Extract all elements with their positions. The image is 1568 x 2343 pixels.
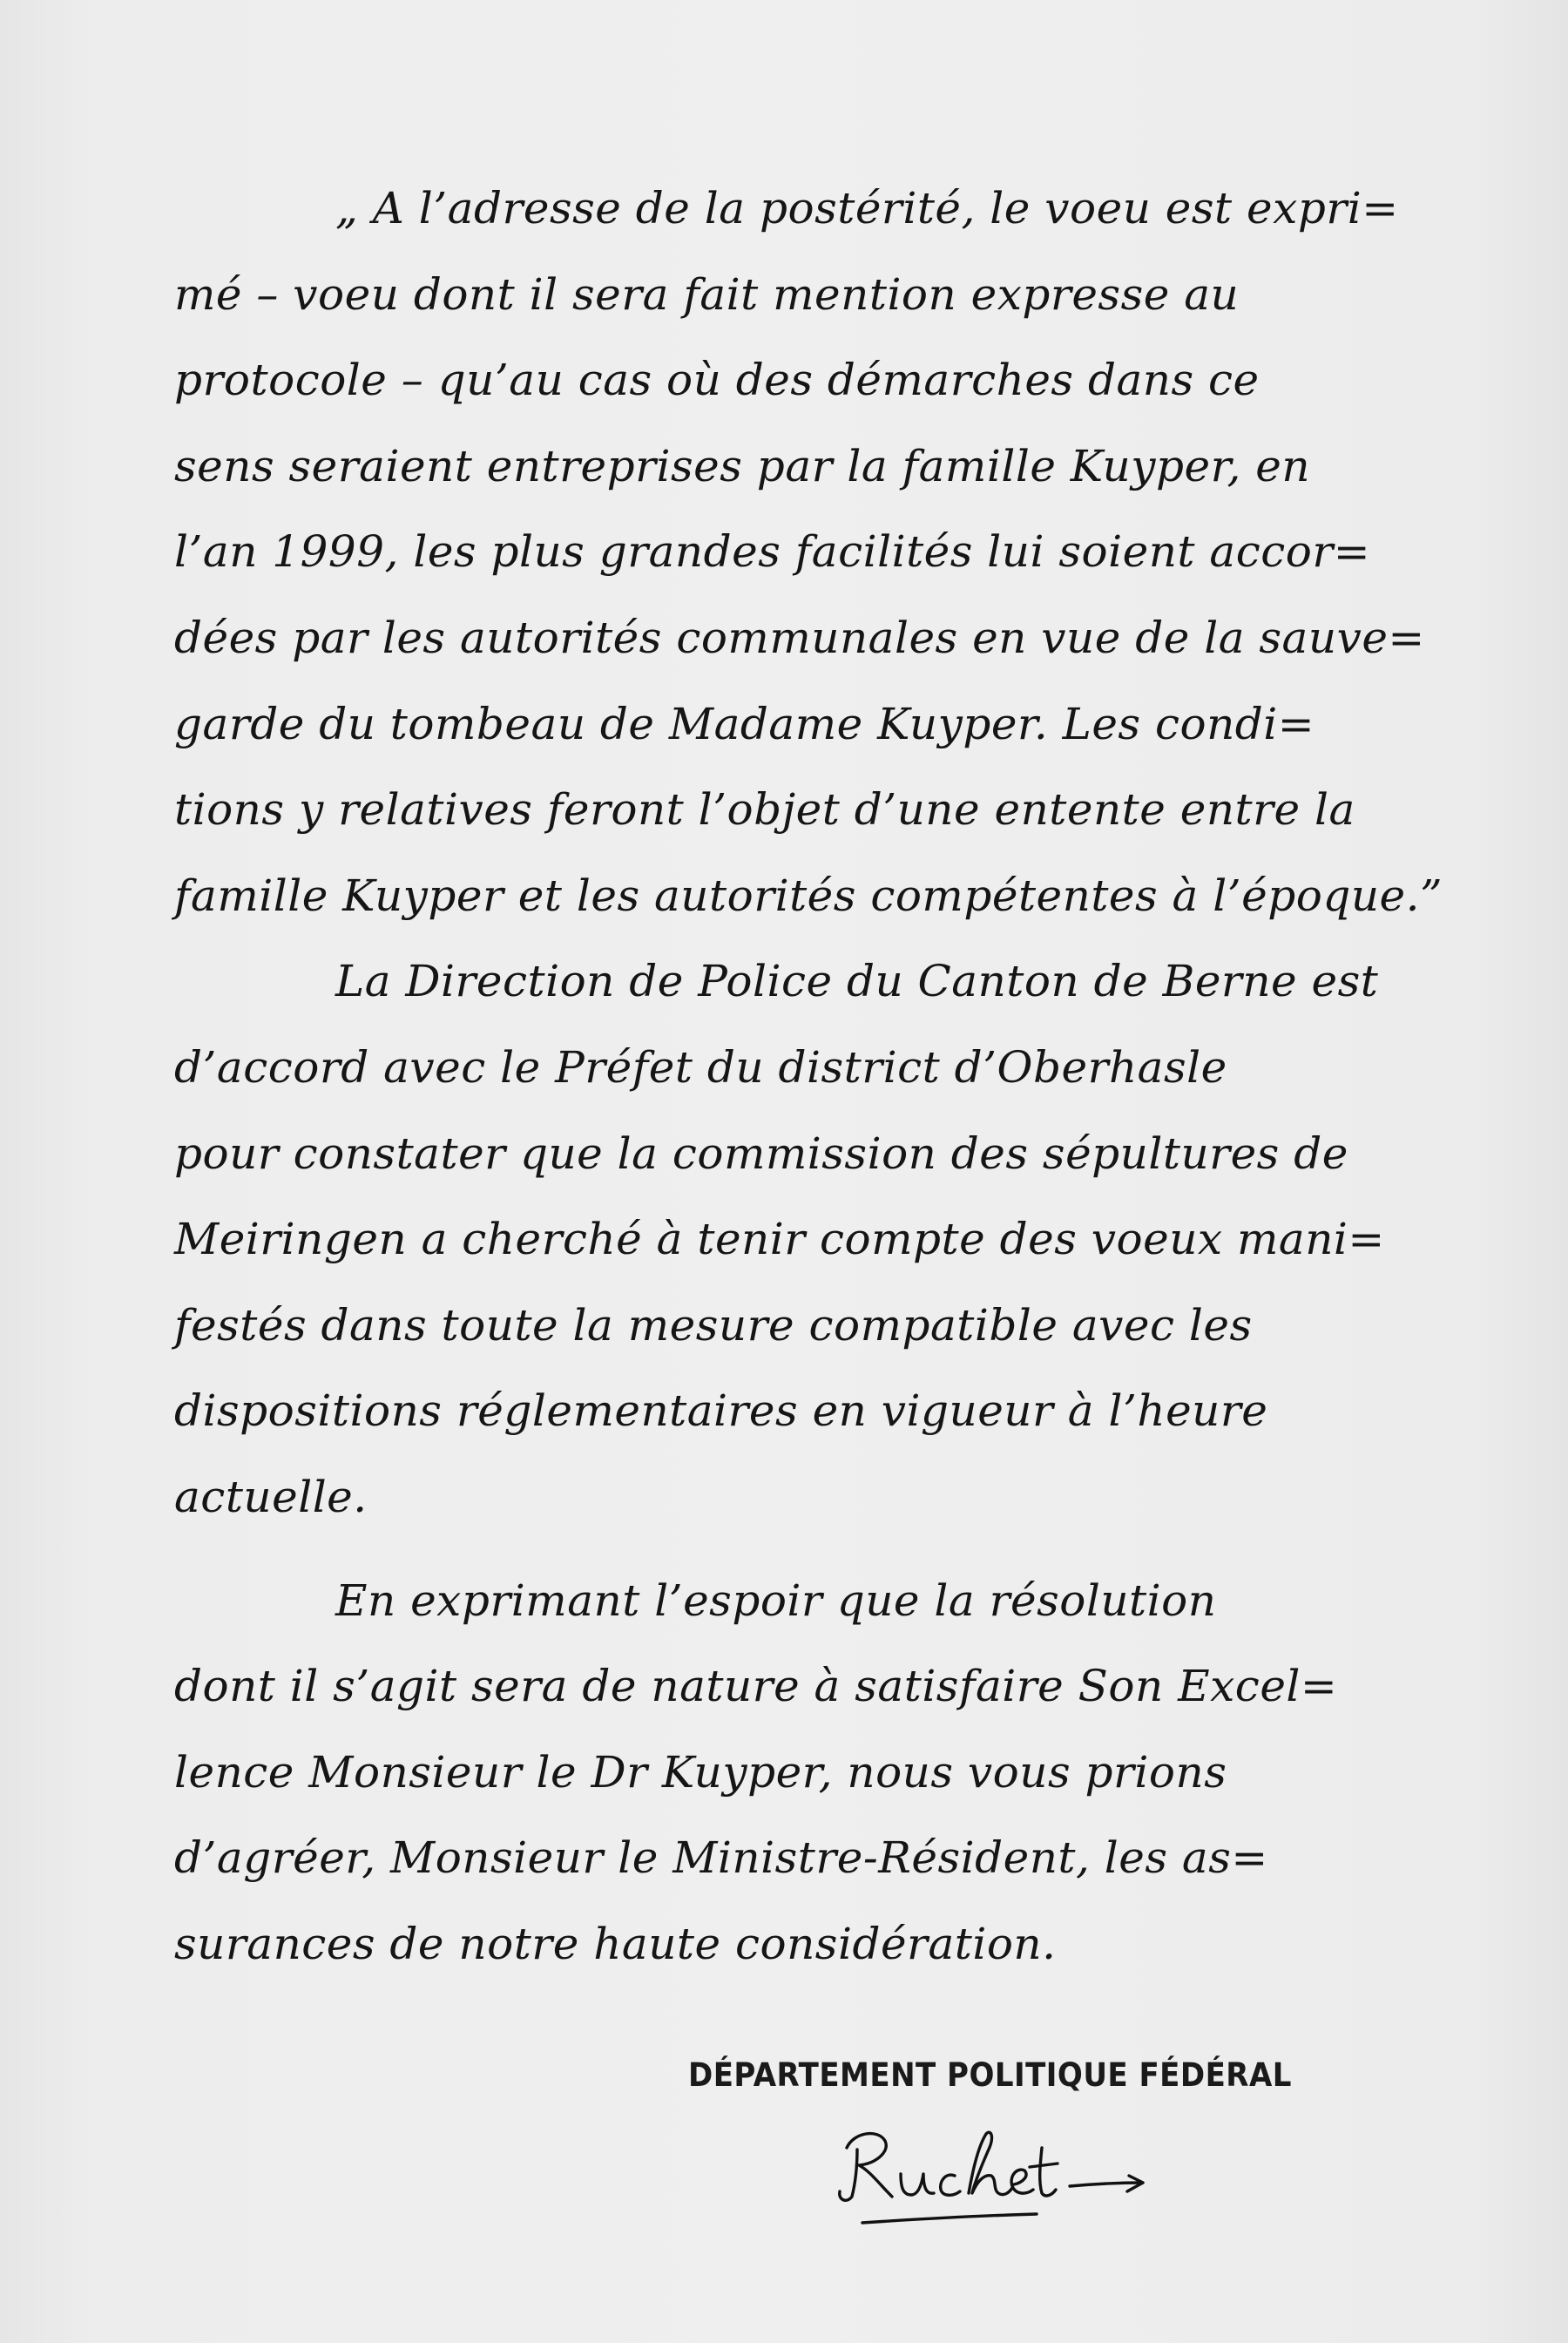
letter-line-1: „ A l’adresse de la postérité, le voeu est expri= — [335, 183, 1399, 234]
letter-line-4: sens seraient entreprises par la famille Kuyper, en — [174, 440, 1311, 491]
letter-line-16: actuelle. — [174, 1471, 368, 1522]
letter-line-18: dont il s’agit sera de nature à satisfaire Son Excel= — [174, 1661, 1338, 1712]
letter-line-6: dées par les autorités communales en vue de la sauve= — [174, 612, 1425, 663]
letter-line-8: tions y relatives feront l’objet d’une entente entre la — [174, 784, 1355, 836]
letter-line-14: festés dans toute la mesure compatible avec les — [174, 1299, 1253, 1351]
letter-line-11: d’accord avec le Préfet du district d’Oberhasle — [174, 1041, 1227, 1093]
letter-line-15: dispositions réglementaires en vigueur à l’heure — [174, 1385, 1268, 1437]
letter-line-10: La Direction de Police du Canton de Berne est — [335, 956, 1379, 1007]
letter-line-19: lence Monsieur le Dr Kuyper, nous vous prions — [174, 1746, 1227, 1798]
letter-line-2: mé – voeu dont il sera fait mention expresse au — [174, 268, 1240, 320]
letter-line-7: garde du tombeau de Madame Kuyper. Les condi= — [174, 698, 1315, 749]
letter-line-3: protocole – qu’au cas où des démarches dans ce — [174, 355, 1260, 406]
letter-line-12: pour constater que la commission des sépultures de — [174, 1127, 1348, 1179]
letter-line-20: d’agréer, Monsieur le Ministre-Résident, les as= — [174, 1832, 1268, 1884]
letter-line-9: famille Kuyper et les autorités compétentes à l’époque.” — [174, 870, 1443, 921]
handwritten-signature — [828, 2113, 1176, 2231]
letter-body — [174, 166, 1443, 1987]
department-heading: DÉPARTEMENT POLITIQUE FÉDÉRAL — [688, 2056, 1292, 2094]
letter-line-21: surances de notre haute considération. — [174, 1918, 1057, 1969]
letter-line-13: Meiringen a cherché à tenir compte des voeux mani= — [174, 1214, 1385, 1265]
letter-line-5: l’an 1999, les plus grandes facilités lui soient accor= — [174, 526, 1371, 578]
letter-line-17: En exprimant l’espoir que la résolution — [335, 1574, 1217, 1626]
